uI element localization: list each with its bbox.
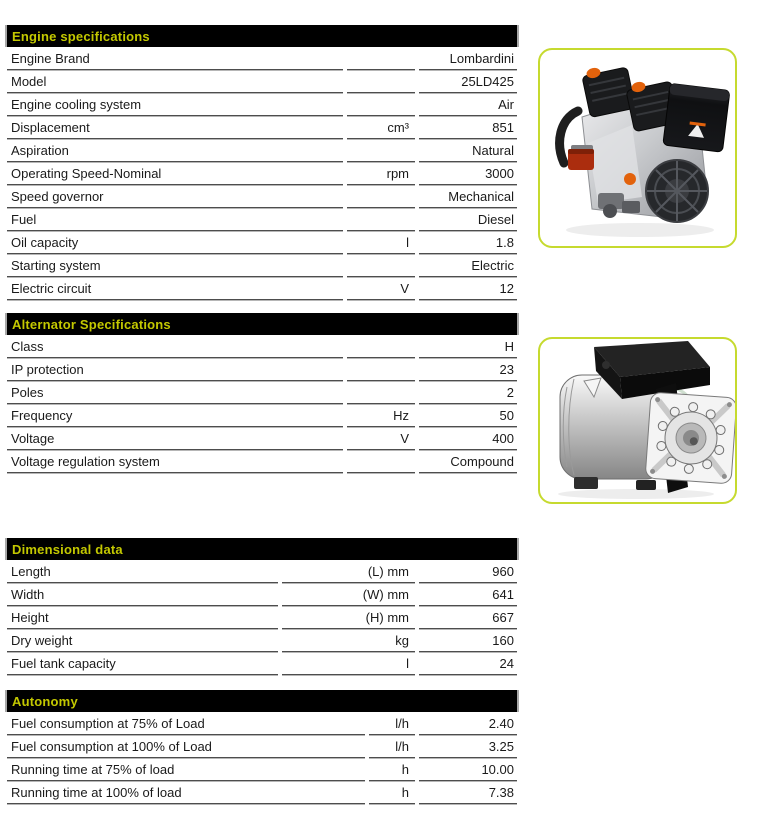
spec-value: Mechanical [419,185,517,208]
spec-unit: (W) mm [282,583,415,606]
fan-grille [646,160,708,222]
spec-value: Air [419,93,517,116]
spec-unit [347,450,415,473]
spec-value: Lombardini [419,47,517,70]
spec-value: 7.38 [419,781,517,804]
alternator-illustration [558,341,735,499]
spec-value: H [419,335,517,358]
spec-unit: h [369,781,415,804]
spec-unit: l [347,231,415,254]
spec-label: Fuel consumption at 75% of Load [7,712,365,735]
spec-row [7,47,517,70]
spec-label: Dry weight [7,629,278,652]
spec-unit: l/h [369,735,415,758]
spec-row [7,560,517,583]
spec-label: IP protection [7,358,343,381]
spec-row [7,185,517,208]
spec-value: 667 [419,606,517,629]
spec-sections [7,25,517,804]
spec-row [7,652,517,675]
spec-value: 12 [419,277,517,300]
drain-plug [624,173,636,185]
ground-shadow [558,489,714,499]
spec-row [7,781,517,804]
spec-unit: V [347,277,415,300]
spec-label: Engine cooling system [7,93,343,116]
section-header [5,313,519,335]
section-header [5,690,519,712]
spec-row [7,404,517,427]
section-rows [7,712,517,804]
spec-row [7,381,517,404]
spec-row [7,335,517,358]
spec-value: Electric [419,254,517,277]
spec-row [7,583,517,606]
spec-unit: kg [282,629,415,652]
valve-cover-left [581,61,636,118]
alternator-product-image [540,339,735,502]
spec-label: Frequency [7,404,343,427]
spec-label: Running time at 75% of load [7,758,365,781]
spec-unit: (L) mm [282,560,415,583]
engine-illustration [560,61,730,237]
spec-value: 3.25 [419,735,517,758]
spec-row [7,277,517,300]
spec-label: Running time at 100% of load [7,781,365,804]
spec-value: 960 [419,560,517,583]
spec-row [7,427,517,450]
spec-label: Width [7,583,278,606]
spec-unit: V [347,427,415,450]
spec-value: 50 [419,404,517,427]
spec-value: Compound [419,450,517,473]
section-title: Alternator Specifications [12,316,171,332]
spec-row [7,712,517,735]
spec-row [7,139,517,162]
spec-section [7,538,517,675]
spec-value: Natural [419,139,517,162]
spec-label: Poles [7,381,343,404]
spec-value: 25LD425 [419,70,517,93]
cable-gland [602,361,610,369]
spec-label: Operating Speed-Nominal [7,162,343,185]
spec-row [7,629,517,652]
spec-label: Fuel tank capacity [7,652,278,675]
section-rows [7,335,517,473]
spec-label: Length [7,560,278,583]
ground-shadow [566,223,714,237]
spec-label: Height [7,606,278,629]
spec-unit [347,139,415,162]
spec-row [7,254,517,277]
section-title: Engine specifications [12,28,150,44]
spec-label: Electric circuit [7,277,343,300]
spec-label: Aspiration [7,139,343,162]
spec-label: Voltage regulation system [7,450,343,473]
engine-image-frame [538,48,737,248]
spec-unit: Hz [347,404,415,427]
spec-row [7,758,517,781]
alternator-image-frame [538,337,737,504]
spec-value: 851 [419,116,517,139]
spec-row [7,358,517,381]
air-filter-box [663,83,730,152]
spec-unit [347,335,415,358]
section-title: Autonomy [12,693,78,709]
section-rows [7,560,517,675]
spec-label: Displacement [7,116,343,139]
spec-unit: h [369,758,415,781]
spec-value: 160 [419,629,517,652]
spec-unit [347,254,415,277]
section-header [5,538,519,560]
section-header [5,25,519,47]
spec-unit [347,47,415,70]
spec-label: Fuel consumption at 100% of Load [7,735,365,758]
spec-value: 400 [419,427,517,450]
spec-value: 3000 [419,162,517,185]
spec-section [7,690,517,804]
spec-label: Starting system [7,254,343,277]
spec-label: Fuel [7,208,343,231]
spec-unit: l [282,652,415,675]
spec-value: 23 [419,358,517,381]
spec-unit [347,93,415,116]
spec-value: Diesel [419,208,517,231]
spec-unit: rpm [347,162,415,185]
spec-row [7,606,517,629]
spec-label: Model [7,70,343,93]
engine-product-image [540,50,735,246]
spec-label: Oil capacity [7,231,343,254]
spec-section [7,25,517,300]
spec-unit: l/h [369,712,415,735]
spec-value: 2.40 [419,712,517,735]
spec-row [7,231,517,254]
spec-unit [347,381,415,404]
spec-row [7,735,517,758]
spec-value: 24 [419,652,517,675]
spec-unit [347,208,415,231]
spec-unit [347,70,415,93]
section-title: Dimensional data [12,541,123,557]
spec-row [7,162,517,185]
front-flange [645,392,735,484]
spec-row [7,208,517,231]
spec-value: 2 [419,381,517,404]
spec-row [7,116,517,139]
spec-value: 1.8 [419,231,517,254]
spec-row [7,70,517,93]
spec-label: Engine Brand [7,47,343,70]
spec-value: 10.00 [419,758,517,781]
spec-label: Class [7,335,343,358]
spec-label: Speed governor [7,185,343,208]
spec-unit: (H) mm [282,606,415,629]
spec-row [7,93,517,116]
spec-value: 641 [419,583,517,606]
spec-row [7,450,517,473]
spec-unit [347,358,415,381]
oil-filter [568,145,594,170]
spec-section [7,313,517,473]
spec-unit [347,185,415,208]
spec-label: Voltage [7,427,343,450]
spec-unit: cm³ [347,116,415,139]
section-rows [7,47,517,300]
